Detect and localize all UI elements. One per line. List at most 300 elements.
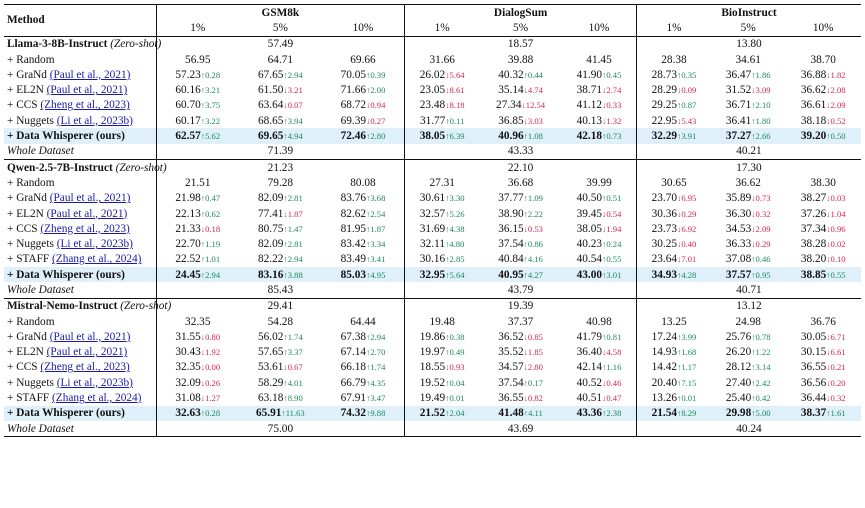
delta-value: ↓4.58 [602, 347, 622, 358]
whole-dataset-label: Whole Dataset [4, 421, 156, 437]
score-cell [711, 221, 785, 236]
score-value: 40.54 [576, 253, 603, 266]
method-label-cell [4, 128, 156, 143]
score-value: 37.26 [800, 207, 827, 220]
score-value: 34.61 [735, 53, 761, 66]
score-cell [637, 82, 711, 97]
delta-value: ↓5.43 [677, 115, 697, 126]
score-value: 30.15 [800, 346, 827, 359]
score-value: 32.95 [419, 268, 446, 281]
score-value: 28.38 [661, 53, 687, 66]
score-cell [711, 390, 785, 405]
score-value: 23.73 [651, 222, 678, 235]
method-label: + EL2N [7, 84, 44, 97]
score-value: 43.36 [576, 407, 603, 420]
score-cell [785, 375, 861, 390]
ours-row [4, 267, 861, 282]
score-cell [322, 345, 405, 360]
score-cell [562, 67, 636, 82]
delta-value: ↓3.03 [523, 115, 543, 126]
delta-value: ↓2.09 [826, 100, 846, 111]
model-name-cell [4, 298, 172, 314]
delta-value: ↑0.55 [826, 269, 846, 280]
score-cell [479, 267, 562, 282]
score-value: 57.23 [175, 68, 201, 81]
score-cell [785, 113, 861, 128]
score-cell [479, 252, 562, 267]
score-cell [785, 314, 861, 329]
method-label: + CCS [7, 222, 38, 235]
score-value: 26.20 [725, 346, 752, 359]
score-cell [637, 252, 711, 267]
whole-dataset-value: 40.24 [637, 421, 862, 437]
score-value: 69.66 [350, 53, 376, 66]
score-value: 19.86 [419, 330, 446, 343]
score-cell [239, 406, 322, 421]
model-row [4, 159, 861, 175]
method-row [4, 345, 861, 360]
delta-value: ↓8.61 [445, 85, 465, 96]
score-value: 36.68 [507, 176, 534, 189]
delta-value: ↓0.40 [677, 239, 697, 250]
score-value: 40.23 [576, 238, 603, 251]
score-cell [562, 375, 636, 390]
score-cell [322, 360, 405, 375]
method-label: + Random [7, 176, 55, 189]
method-label: + STAFF [7, 253, 50, 266]
score-value: 40.98 [586, 315, 612, 328]
score-value: 67.14 [340, 346, 367, 359]
zero-shot-value: 21.23 [156, 159, 405, 175]
score-value: 40.13 [576, 114, 603, 127]
score-value: 60.16 [175, 84, 201, 97]
citation-link[interactable]: (Paul et al., 2021) [49, 68, 131, 81]
score-cell [405, 113, 479, 128]
score-cell [322, 314, 405, 329]
model-tag: (Zero-shot) [110, 38, 162, 51]
score-value: 57.65 [257, 346, 284, 359]
delta-value: ↑5.62 [200, 131, 221, 142]
score-value: 30.16 [419, 253, 446, 266]
score-cell [785, 175, 861, 190]
score-cell [637, 113, 711, 128]
score-value: 36.71 [725, 99, 752, 112]
score-value: 62.57 [175, 130, 201, 143]
score-value: 30.65 [661, 176, 687, 189]
delta-value: ↓1.32 [602, 115, 622, 126]
score-value: 36.41 [725, 114, 752, 127]
method-label: + Random [7, 315, 55, 328]
delta-value: ↑5.00 [751, 408, 771, 419]
delta-value: ↑3.91 [677, 131, 697, 142]
score-cell [785, 329, 861, 344]
score-value: 21.98 [175, 192, 201, 205]
delta-value: ↓0.21 [826, 362, 846, 373]
method-label-cell [4, 67, 156, 82]
delta-value: ↓0.94 [366, 100, 386, 111]
score-cell [479, 390, 562, 405]
citation-link[interactable]: (Li et al., 2023b) [56, 238, 133, 251]
score-cell [322, 82, 405, 97]
score-value: 61.50 [257, 84, 284, 97]
score-value: 83.49 [340, 253, 367, 266]
delta-value: ↑3.88 [283, 269, 303, 280]
score-cell [156, 206, 239, 221]
method-label-cell [4, 314, 156, 329]
score-value: 58.29 [257, 376, 284, 389]
delta-value: ↑5.64 [445, 269, 465, 280]
score-value: 13.25 [661, 315, 687, 328]
score-value: 19.48 [429, 315, 455, 328]
score-value: 83.42 [340, 238, 367, 251]
delta-value: ↓0.32 [826, 393, 846, 404]
score-cell [562, 82, 636, 97]
score-value: 42.18 [576, 130, 603, 143]
delta-value: ↑1.74 [366, 362, 386, 373]
delta-value: ↑0.81 [602, 331, 622, 342]
ratio-header: 5% [740, 21, 756, 34]
score-cell [637, 175, 711, 190]
delta-value: ↑2.66 [751, 131, 771, 142]
score-value: 32.29 [651, 130, 678, 143]
delta-value: ↓0.29 [751, 239, 771, 250]
method-label: + Nuggets [7, 114, 54, 127]
score-cell [479, 67, 562, 82]
method-row [4, 252, 861, 267]
score-value: 37.54 [498, 376, 524, 389]
delta-value: ↑4.80 [445, 239, 465, 250]
model-name-cell [4, 159, 167, 175]
score-cell [711, 375, 785, 390]
citation-link[interactable]: (Paul et al., 2021) [46, 346, 128, 359]
score-cell [637, 67, 711, 82]
score-cell [711, 252, 785, 267]
method-label-cell [4, 206, 156, 221]
delta-value: ↓0.85 [523, 331, 543, 342]
score-value: 36.15 [498, 222, 524, 235]
score-value: 30.61 [419, 192, 446, 205]
score-value: 65.91 [255, 407, 282, 420]
citation-link[interactable]: (Zheng et al., 2023) [40, 361, 130, 374]
score-cell [239, 314, 322, 329]
score-value: 74.32 [340, 407, 367, 420]
score-cell [156, 329, 239, 344]
delta-value: ↓0.29 [677, 208, 697, 219]
delta-value: ↓0.32 [751, 208, 771, 219]
delta-value: ↑0.01 [445, 393, 465, 404]
score-cell [637, 206, 711, 221]
score-value: 31.69 [419, 222, 446, 235]
score-cell [785, 128, 861, 143]
score-value: 38.27 [800, 192, 827, 205]
whole-dataset-value: 75.00 [156, 421, 405, 437]
delta-value: ↓0.03 [826, 193, 846, 204]
whole-dataset-value: 40.71 [637, 282, 862, 298]
score-cell [479, 375, 562, 390]
delta-value: ↑2.81 [283, 239, 303, 250]
results-table [4, 4, 861, 437]
score-value: 36.76 [810, 315, 836, 328]
score-cell [322, 191, 405, 206]
delta-value: ↑0.95 [751, 269, 771, 280]
score-cell [156, 175, 239, 190]
score-value: 38.28 [800, 238, 827, 251]
delta-value: ↑3.75 [200, 100, 221, 111]
score-cell [156, 390, 239, 405]
score-cell [711, 191, 785, 206]
score-cell [239, 267, 322, 282]
whole-dataset-value: 43.79 [405, 282, 637, 298]
score-cell [637, 314, 711, 329]
score-value: 34.57 [498, 361, 524, 374]
score-value: 37.57 [725, 268, 752, 281]
score-cell [479, 175, 562, 190]
ratio-header: 10% [588, 21, 610, 34]
score-value: 82.09 [257, 238, 284, 251]
method-row [4, 175, 861, 190]
score-cell [156, 406, 239, 421]
delta-value: ↓3.21 [283, 85, 303, 96]
delta-value: ↓1.04 [826, 208, 846, 219]
score-value: 30.43 [175, 346, 201, 359]
delta-value: ↑3.01 [602, 269, 622, 280]
score-value: 22.13 [175, 207, 201, 220]
delta-value: ↑2.94 [200, 269, 221, 280]
score-cell [239, 175, 322, 190]
score-cell [637, 329, 711, 344]
score-cell [562, 267, 636, 282]
score-cell [637, 360, 711, 375]
score-value: 38.90 [498, 207, 524, 220]
score-cell [156, 314, 239, 329]
method-label-cell [4, 345, 156, 360]
citation-link[interactable]: (Zhang et al., 2024) [52, 392, 142, 405]
score-cell [405, 390, 479, 405]
score-cell [405, 67, 479, 82]
citation-link[interactable]: (Paul et al., 2021) [46, 207, 128, 220]
whole-dataset-row [4, 144, 861, 160]
delta-value: ↑1.80 [751, 115, 771, 126]
method-row [4, 52, 861, 67]
citation-link[interactable]: (Zheng et al., 2023) [40, 222, 130, 235]
score-value: 82.22 [257, 253, 284, 266]
score-cell [637, 98, 711, 113]
score-value: 37.37 [507, 315, 534, 328]
whole-dataset-value: 85.43 [156, 282, 405, 298]
whole-dataset-label: Whole Dataset [7, 283, 74, 296]
delta-value: ↑1.16 [602, 362, 622, 373]
method-row [4, 329, 861, 344]
delta-value: ↑0.39 [366, 69, 386, 80]
score-value: 38.05 [419, 130, 446, 143]
delta-value: ↑3.68 [366, 193, 386, 204]
delta-value: ↑0.78 [751, 331, 771, 342]
delta-value: ↓1.92 [200, 347, 221, 358]
score-value: 36.44 [800, 392, 827, 405]
delta-value: ↓2.09 [751, 223, 771, 234]
method-row [4, 221, 861, 236]
zero-shot-value: 13.80 [637, 36, 862, 52]
delta-value: ↑3.21 [200, 85, 221, 96]
delta-value: ↑1.47 [283, 223, 303, 234]
score-cell [562, 191, 636, 206]
score-value: 34.53 [725, 222, 752, 235]
delta-value: ↑0.11 [445, 115, 465, 126]
score-cell [239, 191, 322, 206]
score-cell [405, 191, 479, 206]
score-value: 32.09 [175, 376, 201, 389]
delta-value: ↑4.28 [677, 269, 697, 280]
citation-link[interactable]: (Paul et al., 2021) [49, 192, 131, 205]
delta-value: ↓0.02 [826, 239, 846, 250]
score-value: 30.36 [651, 207, 678, 220]
score-cell [156, 345, 239, 360]
score-cell [322, 329, 405, 344]
citation-link[interactable]: (Zhang et al., 2024) [52, 253, 142, 266]
score-value: 23.64 [651, 253, 678, 266]
score-cell [562, 98, 636, 113]
score-cell [322, 67, 405, 82]
score-cell [711, 345, 785, 360]
delta-value: ↑2.94 [283, 254, 303, 265]
score-cell [405, 406, 479, 421]
score-value: 79.28 [267, 176, 294, 189]
score-value: 38.37 [800, 407, 827, 420]
delta-value: ↓0.80 [200, 331, 221, 342]
method-label-cell [4, 236, 156, 251]
score-value: 40.32 [498, 68, 524, 81]
score-value: 22.95 [651, 114, 678, 127]
zero-shot-value: 29.41 [156, 298, 405, 314]
score-value: 54.28 [267, 315, 294, 328]
score-cell [711, 175, 785, 190]
delta-value: ↓0.47 [602, 393, 622, 404]
delta-value: ↑0.38 [445, 331, 465, 342]
score-value: 41.90 [576, 68, 603, 81]
delta-value: ↑0.44 [523, 69, 543, 80]
delta-value: ↓0.54 [602, 208, 622, 219]
score-cell [562, 252, 636, 267]
score-cell [785, 67, 861, 82]
delta-value: ↑4.16 [523, 254, 543, 265]
score-value: 41.79 [576, 330, 603, 343]
score-cell [239, 345, 322, 360]
score-value: 69.39 [340, 114, 367, 127]
delta-value: ↓0.52 [826, 115, 846, 126]
score-value: 37.08 [725, 253, 752, 266]
method-label: + GraNd [7, 68, 47, 81]
score-value: 38.05 [576, 222, 603, 235]
delta-value: ↓0.20 [826, 377, 846, 388]
score-cell [405, 128, 479, 143]
delta-value: ↓0.09 [677, 85, 697, 96]
score-cell [156, 52, 239, 67]
delta-value: ↑1.08 [523, 131, 543, 142]
score-value: 36.88 [800, 68, 827, 81]
model-row [4, 36, 861, 52]
score-cell [785, 345, 861, 360]
score-value: 82.09 [257, 192, 284, 205]
citation-link[interactable]: (Zheng et al., 2023) [40, 99, 130, 112]
score-cell [479, 329, 562, 344]
delta-value: ↑3.94 [283, 115, 303, 126]
score-cell [711, 52, 785, 67]
delta-value: ↑4.11 [523, 408, 543, 419]
delta-value: ↑1.74 [283, 331, 303, 342]
score-value: 31.55 [175, 330, 201, 343]
score-value: 60.70 [175, 99, 201, 112]
method-label: + STAFF [7, 392, 50, 405]
citation-link[interactable]: (Paul et al., 2021) [49, 330, 131, 343]
delta-value: ↓6.92 [677, 223, 697, 234]
score-value: 22.70 [175, 238, 201, 251]
score-cell [405, 345, 479, 360]
method-label-cell [4, 175, 156, 190]
delta-value: ↓8.18 [445, 100, 465, 111]
delta-value: ↓0.27 [366, 115, 386, 126]
delta-value: ↓5.64 [445, 69, 465, 80]
delta-value: ↑11.63 [281, 408, 305, 419]
method-label: + Nuggets [7, 238, 54, 251]
method-label-cell [4, 191, 156, 206]
score-cell [156, 82, 239, 97]
delta-value: ↑2.00 [366, 85, 386, 96]
method-label: + Data Whisperer (ours) [7, 130, 125, 143]
score-value: 36.40 [576, 346, 603, 359]
delta-value: ↑0.47 [200, 193, 221, 204]
score-value: 31.77 [419, 114, 446, 127]
score-value: 21.51 [185, 176, 211, 189]
delta-value: ↑2.38 [602, 408, 622, 419]
score-cell [156, 360, 239, 375]
delta-value: ↑4.94 [283, 131, 303, 142]
score-cell [239, 360, 322, 375]
delta-value: ↓3.09 [751, 85, 771, 96]
score-cell [156, 67, 239, 82]
citation-link[interactable]: (Li et al., 2023b) [56, 114, 133, 127]
score-value: 38.71 [576, 84, 603, 97]
model-row [4, 298, 861, 314]
score-value: 21.33 [175, 222, 201, 235]
score-value: 17.24 [651, 330, 678, 343]
citation-link[interactable]: (Li et al., 2023b) [56, 376, 133, 389]
score-cell [156, 236, 239, 251]
ratio-header: 10% [352, 21, 374, 34]
method-label: + EL2N [7, 346, 44, 359]
score-cell [562, 113, 636, 128]
delta-value: ↑0.45 [602, 69, 622, 80]
score-value: 35.89 [725, 192, 752, 205]
score-cell [711, 67, 785, 82]
score-cell [562, 221, 636, 236]
score-value: 34.93 [651, 268, 678, 281]
delta-value: ↓0.18 [200, 223, 221, 234]
citation-link[interactable]: (Paul et al., 2021) [46, 84, 128, 97]
score-value: 19.52 [419, 376, 446, 389]
method-row [4, 191, 861, 206]
score-value: 27.34 [496, 99, 522, 112]
score-cell [711, 98, 785, 113]
score-value: 66.18 [340, 361, 367, 374]
delta-value: ↓6.71 [826, 331, 846, 342]
delta-value: ↑3.41 [366, 254, 386, 265]
score-cell [562, 329, 636, 344]
score-cell [322, 98, 405, 113]
whole-dataset-value: 40.21 [637, 144, 862, 160]
dataset-header-dialogsum: DialogSum [405, 5, 637, 21]
score-cell [637, 236, 711, 251]
delta-value: ↑1.87 [366, 223, 386, 234]
